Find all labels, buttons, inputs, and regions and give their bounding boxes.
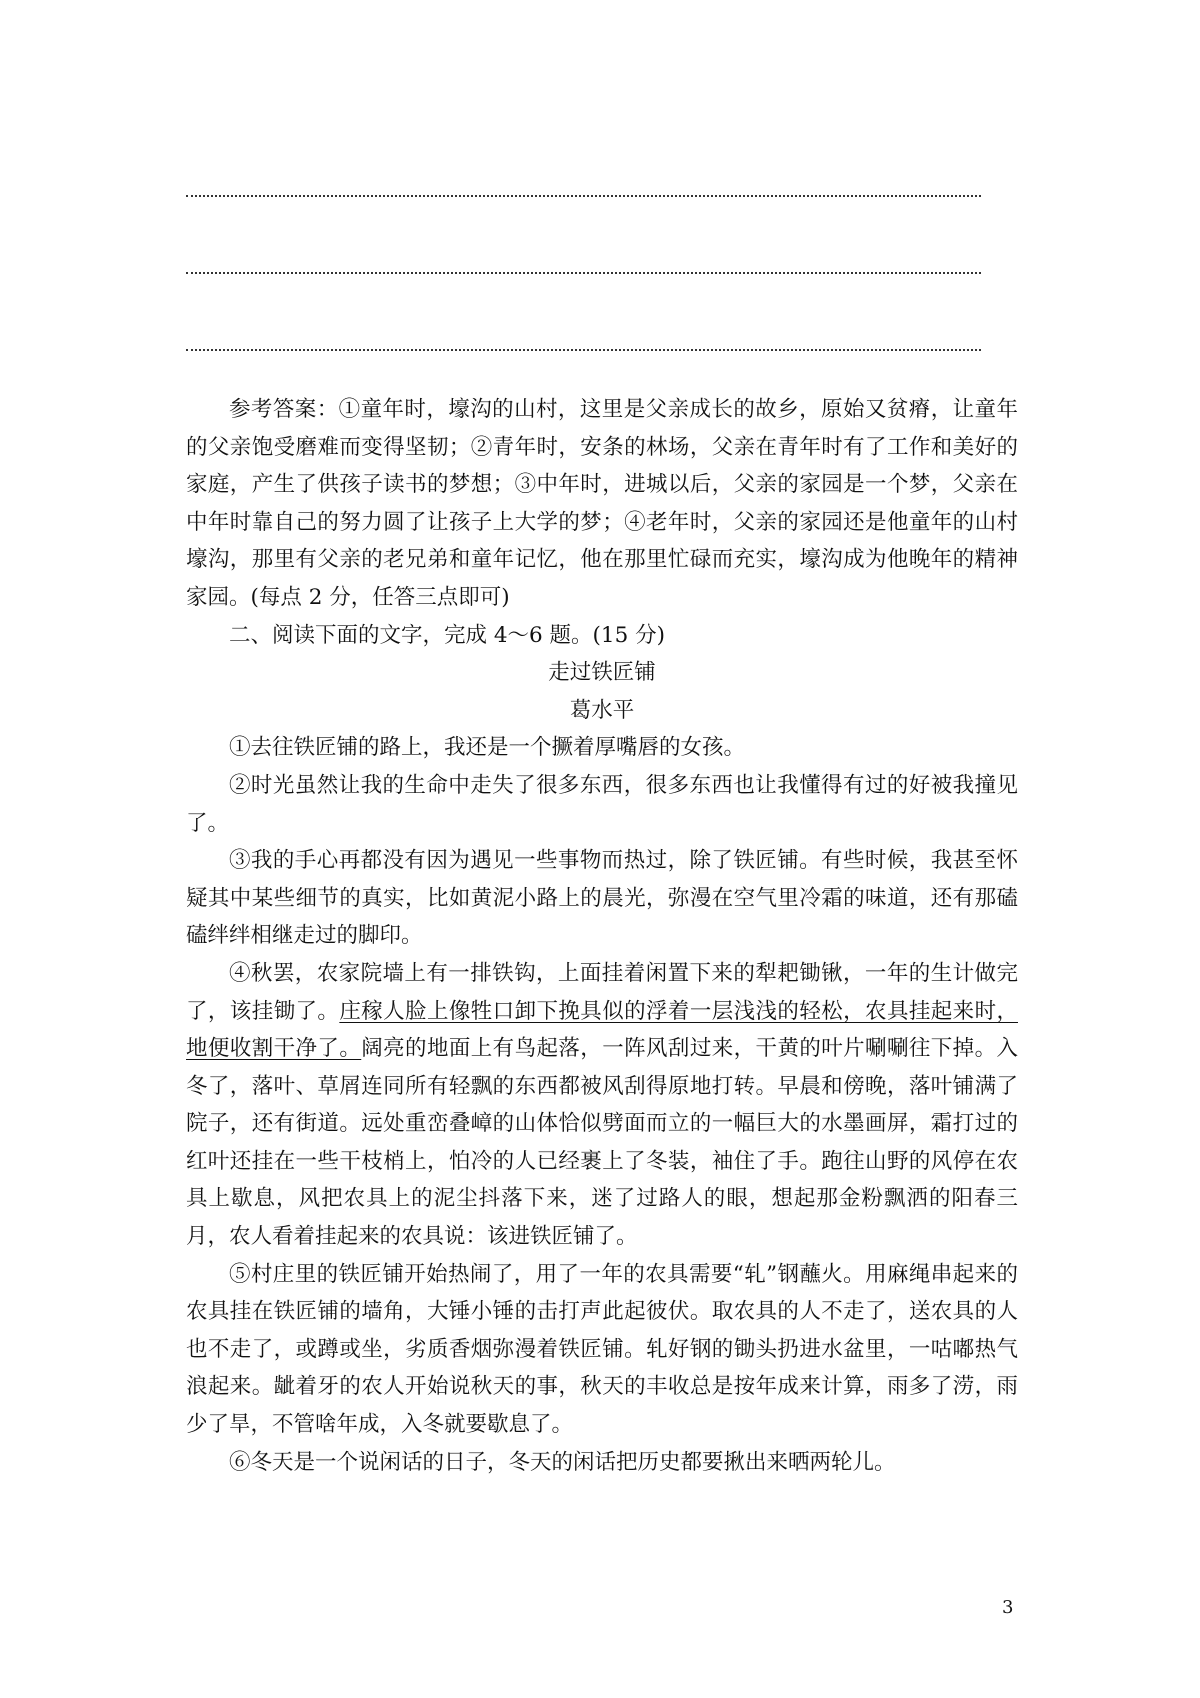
reference-answer: 参考答案：①童年时，壕沟的山村，这里是父亲成长的故乡，原始又贫瘠，让童年的父亲饱受磨难而变得坚韧；②青年时，安条的林场，父亲在青年时有了工作和美好的家庭，产生了供孩子读书的梦想；③中年时，进城以后，父亲的家园是一个梦，父亲在中年时靠自己的努力圆了让孩子上大学的梦；④老年时，父亲的家园还是他童年的山村壕沟，那里有父亲的老兄弟和童年记忆，他在那里忙碌而充实，壕沟成为他晚年的精神家园。(每点 2 分，任答三点即可) [186,397,1018,610]
section-heading: 二、阅读下面的文字，完成 4～6 题。(15 分) [229,622,665,648]
answer-blank-line-1[interactable] [186,195,981,197]
page-number: 3 [1002,1597,1014,1618]
paragraph-4-text-start: ④秋罢，农家院墙上有一排铁钩，上面挂着闲置下来的犁耙锄锹，一年的生计做完了，该挂锄了。 [186,960,1018,1024]
underlined-sentence: 庄稼人脸上像牲口卸下挽具似的浮着一层浅浅的轻松，农具挂起来时，地便收割干净了。 [186,998,1018,1062]
article-paragraph-5: ⑤村庄里的铁匠铺开始热闹了，用了一年的农具需要“轧”钢蘸火。用麻绳串起来的农具挂在铁匠铺的墙角，大锤小锤的击打声此起彼伏。取农具的人不走了，送农具的人也不走了，或蹲或坐，劣质香烟弥漫着铁匠铺。轧好钢的锄头扔进水盆里，一咕嘟热气浪起来。龇着牙的农人开始说秋天的事，秋天的丰收总是按年成来计算，雨多了涝，雨少了旱，不管啥年成，入冬就要歇息了。 [186,1261,1018,1438]
answer-blank-line-3[interactable] [186,349,981,351]
answer-blank-line-2[interactable] [186,272,981,274]
paragraph-4-text-end: 阔亮的地面上有鸟起落，一阵风刮过来，干黄的叶片唰唰往下掉。入冬了，落叶、草屑连同所有轻飘的东西都被风刮得原地打转。早晨和傍晚，落叶铺满了院子，还有街道。远处重峦叠嶂的山体恰似劈面而立的一幅巨大的水墨画屏，霜打过的红叶还挂在一些干枝梢上，怕冷的人已经裹上了冬装，袖住了手。跑往山野的风停在农具上歇息，风把农具上的泥尘抖落下来，迷了过路人的眼，想起那金粉飘洒的阳春三月，农人看着挂起来的农具说：该进铁匠铺了。 [186,1036,1018,1250]
page-content [186,391,1018,1481]
article-author: 葛水平 [569,697,635,723]
article-paragraph-1: ①去往铁匠铺的路上，我还是一个撅着厚嘴唇的女孩。 [229,735,746,761]
article-paragraph-6: ⑥冬天是一个说闲话的日子，冬天的闲话把历史都要揪出来晒两轮儿。 [229,1449,896,1475]
article-paragraph-4 [186,955,1018,1256]
article-title: 走过铁匠铺 [548,660,656,686]
article-paragraph-2: ②时光虽然让我的生命中走失了很多东西，很多东西也让我懂得有过的好被我撞见了。 [186,772,1018,836]
article-paragraph-3: ③我的手心再都没有因为遇见一些事物而热过，除了铁匠铺。有些时候，我甚至怀疑其中某些细节的真实，比如黄泥小路上的晨光，弥漫在空气里冷霜的味道，还有那磕磕绊绊相继走过的脚印。 [186,848,1018,949]
